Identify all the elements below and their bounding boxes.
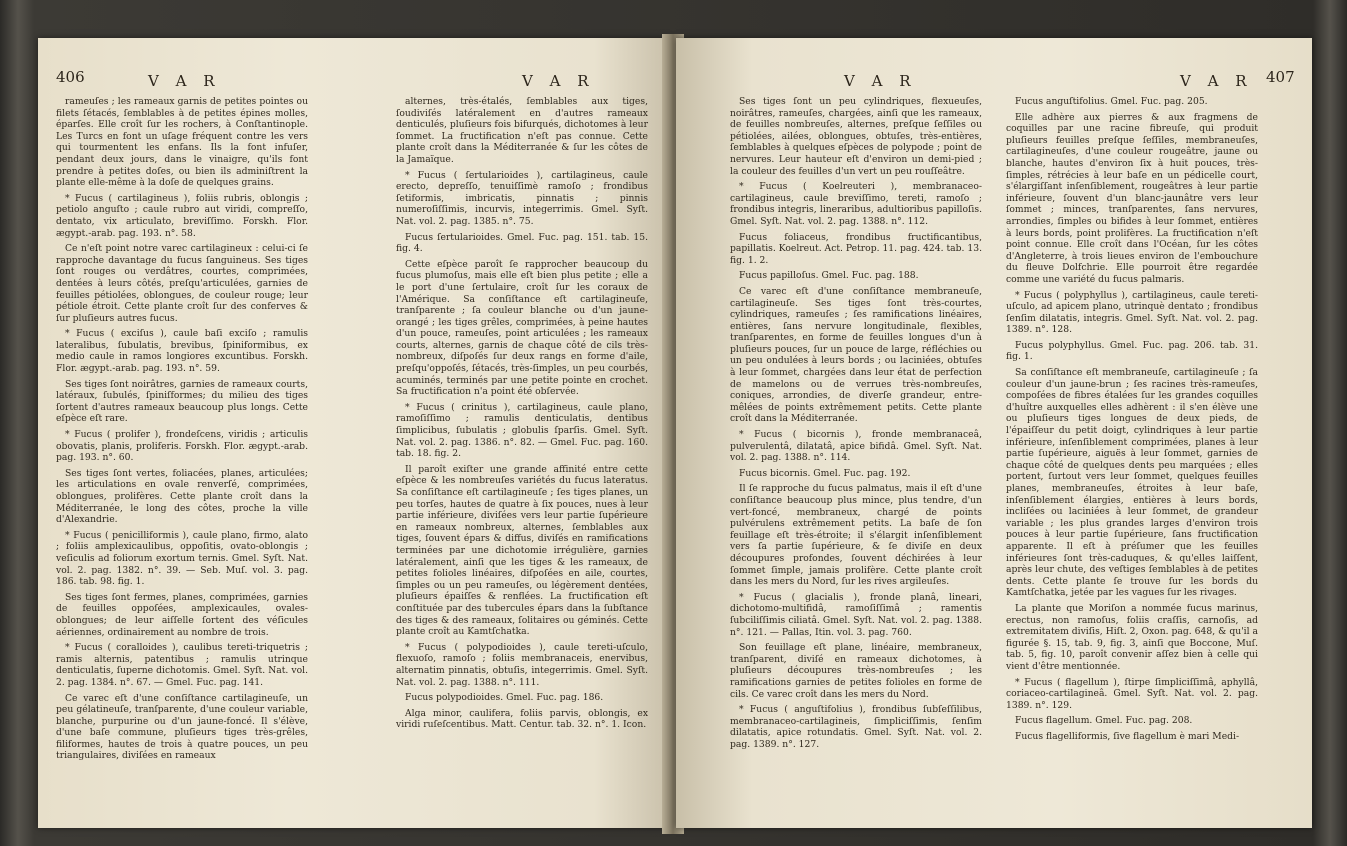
- paragraph: Il paroît exiſter une grande affinité entre cette eſpèce & les nombreuſes variétés du fucus lateratus. Sa conſiſtance eſt cartilagineuſe ; ſes tiges planes, un peu torſes, hautes de quatre à ſix pouces, nues à leur partie inférieure, diviſées vers leur partie ſupérieure en rameaux nombreux, alternes, ſemblables aux tiges, ſouvent épars & diffus, diviſés en ramifications terminées par une dichotomie irrégulière, garnies latéralement, ainſi que les tiges & les rameaux, de petites folioles linéaires, diſpoſées en aile, courtes, ſimples ou un peu rameuſes, ou légèrement dentées, pluſieurs épaiſſes & renflées. La fructification eſt conſtituée par des tubercules épars dans la ſubſtance des tiges & des rameaux, ſolitaires ou géminés. Cette plante croît au Kamtſchatka.: [396, 463, 648, 638]
- paragraph: Sa conſiſtance eſt membraneuſe, cartilagineuſe ; ſa couleur d'un jaune-brun ; ſes racines très-rameuſes, compoſées de fibres étalées ſur les grandes coquilles d'huître auxquelles elles adhèrent : il s'en élève une ou pluſieurs tiges longues de deux pieds, de l'épaiſſeur du petit doigt, cylindriques à leur partie inférieure, inſenſiblement comprimées, planes à leur partie ſupérieure, aiguës à leur ſommet, garnies de chaque côté de quelques dents peu marquées ; elles portent, ſurtout vers leur ſommet, quelques feuilles planes, membraneuſes, étroites à leur baſe, inſenſiblement élargies, entières à leurs bords, incliſées ou laciniées à leur ſommet, de grandeur variable ; les plus grandes larges d'environ trois pouces à leur partie ſupérieure, ſans fructification apparente. Il eſt à préſumer que les feuilles inférieures ſont très-caduques, & qu'elles laiſſent, après leur chute, des veſtiges ſemblables à de petites dents. Cette plante ſe trouve ſur les bords du Kamtſchatka, jetée par les vagues ſur les rivages.: [1006, 367, 1258, 599]
- running-header: V A R: [522, 72, 595, 90]
- paragraph: * Fucus ( penicilliformis ), caule plano, firmo, alato ; foliis amplexicaulibus, oppoſitis, ovato-oblongis ; veſiculis ad foliorum exortum ternis. Gmel. Syſt. Nat. vol. 2. pag. 1382. n°. 39. — Seb. Muſ. vol. 3. pag. 186. tab. 98. fig. 1.: [56, 529, 308, 588]
- paragraph: Fucus anguſtifolius. Gmel. Fuc. pag. 205.: [1015, 96, 1208, 107]
- right-page: [676, 38, 1312, 828]
- paragraph: Il ſe rapproche du fucus palmatus, mais il eſt d'une conſiſtance beaucoup plus mince, plus tendre, d'un vert-foncé, membraneux, chargé de points pulvérulens extrêmement petits. La baſe de ſon feuillage eſt très-étroite; il s'élargit inſenſiblement vers ſa partie ſupérieure, & ſe diviſe en deux découpures profondes, ſouvent déchirées à leur ſommet ſimple, jamais prolifère. Cette plante croît dans les mers du Nord, ſur les rives argileuſes.: [730, 483, 982, 588]
- paragraph: Fucus polypodioides. Gmel. Fuc. pag. 186.: [405, 692, 604, 704]
- paragraph: * Fucus ( cartilagineus ), foliis rubris, oblongis ; petiolo anguſto ; caule rubro aut viridi, compreſſo, dentato, vix articulato, breviſſimo. Forskh. Flor. ægypt.-arab. pag. 193. n°. 58.: [56, 192, 308, 239]
- paragraph: Fucus flagelliformis, ſive flagellum è mari Medi-: [1015, 730, 1240, 742]
- paragraph: Fucus ſertularioides. Gmel. Fuc. pag. 151. tab. 15. fig. 4.: [396, 231, 648, 255]
- paragraph: Ses tiges ſont noirâtres, garnies de rameaux courts, latéraux, ſubulés, ſpiniſformes; du milieu des tiges ſortent d'autres rameaux beaucoup plus longs. Cette eſpèce eſt rare.: [56, 378, 308, 425]
- paragraph: rameuſes ; les rameaux garnis de petites pointes ou filets ſétacés, ſemblables à de petites épines molles, éparſes. Elle croît ſur les rochers, à Conſtantinople. Les Turcs en font un uſage fréquent contre les vers qui tourmentent les enfans. Ils la font infuſer, pendant deux jours, dans le vinaigre, qu'ils font prendre à petites doſes, ou bien ils adminiſtrent la plante elle-même à la doſe de quelques grains.: [56, 96, 308, 189]
- paragraph: Cette eſpèce paroît ſe rapprocher beaucoup du fucus plumoſus, mais elle eſt bien plus petite ; elle a le port d'une ſertulaire, croît ſur les coraux de l'Amérique. Sa conſiſtance eſt cartilagineuſe, tranſparente ; ſa couleur blanche ou d'un jaune-orangé ; les tiges grêles, comprimées, à peine hautes d'un pouce, rameuſes, point articulées ; les rameaux courts, alternes, garnis de chaque côté de cils très-nombreux, diſpoſés ſur deux rangs en forme d'aile, preſqu'oppoſés, ſétacés, très-ſimples, un peu courbés, acuminés, terminés par une petite pointe en crochet. Sa fructification n'a point été obſervée.: [396, 258, 648, 398]
- paragraph: * Fucus ( crinitus ), cartilagineus, caule plano, ramoſiſſimo ; ramulis denticulatis, dentibus ſimplicibus, ſubulatis ; globulis ſparſis. Gmel. Syſt. Nat. vol. 2. pag. 1386. n°. 82. — Gmel. Fuc. pag. 160. tab. 18. fig. 2.: [396, 401, 648, 460]
- page-number: 406: [56, 68, 85, 86]
- paragraph: * Fucus ( flagellum ), ſtirpe ſimpliciſſimâ, aphyllâ, coriaceo-cartilagineâ. Gmel. Syſt. Nat. vol. 2. pag. 1389. n°. 129.: [1006, 676, 1258, 711]
- paragraph: alternes, très-étalés, ſemblables aux tiges, ſoudiviſés latéralement en d'autres rameaux denticulés, pluſieurs fois bifurqués, dichotomes à leur ſommet. La fructification n'eſt pas connue. Cette plante croît dans la Méditerranée & ſur les côtes de la Jamaïque.: [396, 96, 648, 165]
- left-page: [38, 38, 670, 828]
- page-number: 407: [1266, 68, 1295, 86]
- paragraph: Ses tiges ſont fermes, planes, comprimées, garnies de feuilles oppoſées, amplexicaules, ovales-oblongues; de leur aiſſelle ſortent des véſicules aériennes, ordinairement au nombre de trois.: [56, 591, 308, 638]
- paragraph: * Fucus ( coralloides ), caulibus tereti-triquetris ; ramis alternis, patentibus ; ramulis utrinque denticulatis, ſuperne dichotomis. Gmel. Syſt. Nat. vol. 2. pag. 1384. n°. 67. — Gmel. Fuc. pag. 141.: [56, 642, 308, 688]
- paragraph: Ce varec eſt d'une conſiſtance membraneuſe, cartilagineuſe. Ses tiges ſont très-courtes, cylindriques, rameuſes ; ſes ramifications linéaires, entières, ſans nervure longitudinale, flexibles, tranſparentes, en forme de feuilles longues d'un à pluſieurs pouces, ſur un pouce de large, réfléchies ou un peu ondulées à leurs bords ; ou laciniées, obtuſes à leur ſommet, chargées dans leur état de perfection de mamelons ou de verrues très-nombreuſes, coniques, arrondies, de diverſe grandeur, entre-mêlées de points extrêmement petits. Cette plante croît dans la Méditerranée.: [730, 285, 982, 425]
- paragraph: Son feuillage eſt plane, linéaire, membraneux, tranſparent, diviſé en rameaux dichotomes, à pluſieurs découpures très-nombreuſes ; les ramifications garnies de petites folioles en forme de cils. Ce varec croît dans les mers du Nord.: [730, 642, 982, 700]
- paragraph: Ses tiges ſont un peu cylindriques, flexueuſes, noirâtres, rameuſes, chargées, ainſi que les rameaux, de feuilles nombreuſes, alternes, preſque ſeſſiles ou pétiolées, ailées, oblongues, obtuſes, très-entières, ſemblables à quelques eſpèces de polypode ; point de nervures. Leur hauteur eſt d'environ un demi-pied ; la couleur des feuilles d'un vert un peu rouſſeâtre.: [730, 96, 982, 177]
- paragraph: Ce n'eſt point notre varec cartilagineux : celui-ci ſe rapproche davantage du fucus ſanguineus. Ses tiges ſont rouges ou verdâtres, courtes, comprimées, dentées à leurs côtés, preſqu'articulées, garnies de feuilles pétiolées, oblongues, de couleur rouge; leur pétiole étroit. Cette plante croît ſur des conferves & ſur pluſieurs autres fucus.: [56, 243, 308, 324]
- text-column-right: [396, 96, 648, 735]
- paragraph: Ses tiges ſont vertes, foliacées, planes, articulées; les articulations en ovale renverſé, comprimées, oblongues, prolifères. Cette plante croît dans la Méditerranée, le long des côtes, proche la ville d'Alexandrie.: [56, 467, 308, 526]
- paragraph: Fucus polyphyllus. Gmel. Fuc. pag. 206. tab. 31. fig. 1.: [1006, 339, 1258, 363]
- paragraph: Elle adhère aux pierres & aux fragmens de coquilles par une racine fibreuſe, qui produit pluſieurs feuilles preſque ſeſſiles, membraneuſes, cartilagineuſes, d'une couleur rougeâtre, jaune ou blanche, hautes d'environ ſix à huit pouces, très-ſimples, rétrécies à leur baſe en un pédicelle court, s'élargiſſant inſenſiblement, rougeâtres à leur partie inférieure, ſouvent d'un blanc-jaunâtre vers leur ſommet ; minces, tranſparentes, ſans nervures, arrondies, ſimples ou bifides à leur ſommet, entières à leurs bords, point prolifères. La fructification n'eſt point connue. Elle croît dans l'Océan, ſur les côtes d'Angleterre, à trois lieues environ de l'embouchure du fleuve Dolfchrie. Elle pourroit être regardée comme une variété du fucus palmaris.: [1006, 111, 1258, 285]
- running-header: V A R: [844, 72, 917, 90]
- paragraph: Fucus flagellum. Gmel. Fuc. pag. 208.: [1015, 715, 1193, 727]
- paragraph: La plante que Moriſon a nommée fucus marinus, erectus, non ramoſus, foliis craſſis, carnoſis, ad extremitatem diviſis, Hiſt. 2, Oxon. pag. 648, & qu'il a figurée §. 15, tab. 9, fig. 3, ainſi que Boccone, Muſ. tab. 5, fig. 10, paroît convenir aſſez bien à celle qui vient d'être mentionnée.: [1006, 602, 1258, 672]
- running-header: V A R: [148, 72, 221, 90]
- paragraph: * Fucus ( polypodioides ), caule tereti-uſculo, flexuoſo, ramoſo ; foliis membranaceis, enervibus, alternatim pinnatis, obtuſis, integerrimis. Gmel. Syſt. Nat. vol. 2. pag. 1388. n°. 111.: [396, 641, 648, 688]
- paragraph: * Fucus ( glacialis ), fronde planâ, lineari, dichotomo-multifidâ, ramoſiſſimâ ; ramentis ſubciliſſimis ciliatâ. Gmel. Syſt. Nat. vol. 2. pag. 1388. n°. 121. — Pallas, Itin. vol. 3. pag. 760.: [730, 591, 982, 638]
- text-column-left: [56, 96, 308, 766]
- paragraph: Alga minor, caulifera, foliis parvis, oblongis, ex viridi ruſeſcentibus. Matt. Centur. tab. 32. n°. 1. Icon.: [396, 707, 648, 731]
- text-column-right: [1006, 96, 1258, 746]
- paragraph: * Fucus ( polyphyllus ), cartilagineus, caule tereti-uſculo, ad apicem plano, utrinquè dentato ; frondibus ſenſim dilatatis, integris. Gmel. Syſt. Nat. vol. 2. pag. 1389. n°. 128.: [1006, 289, 1258, 336]
- paragraph: Fucus papilloſus. Gmel. Fuc. pag. 188.: [739, 270, 919, 282]
- paragraph: * Fucus ( bicornis ), fronde membranaceâ, pulverulentâ, dilatatâ, apice bifidâ. Gmel. Syſt. Nat. vol. 2. pag. 1388. n°. 114.: [730, 429, 982, 464]
- paragraph: * Fucus ( prolifer ), frondeſcens, viridis ; articulis obovatis, planis, proliferis. Forskh. Flor. ægypt.-arab. pag. 193. n°. 60.: [56, 429, 308, 464]
- paragraph: * Fucus ( anguſtifolius ), frondibus ſubſeſſilibus, membranaceo-cartilagineis, ſimpliciſſimis, ſenſim dilatatis, apice rotundatis. Gmel. Syſt. Nat. vol. 2. pag. 1389. n°. 127.: [730, 704, 982, 750]
- text-column-left: [730, 96, 982, 754]
- paragraph: Fucus bicornis. Gmel. Fuc. pag. 192.: [739, 467, 911, 479]
- paragraph: * Fucus ( Koelreuteri ), membranaceo-cartilagineus, caule breviſſimo, tereti, ramoſo ; frondibus integris, lineraribus, adultioribus papilloſis. Gmel. Syſt. Nat. vol. 2. pag. 1388. n°. 112.: [730, 181, 982, 227]
- running-header: V A R: [1180, 72, 1253, 90]
- paragraph: Fucus foliaceus, frondibus fructificantibus, papillatis. Koelreut. Act. Petrop. 11. pag. 424. tab. 13. fig. 1. 2.: [730, 231, 982, 266]
- paragraph: * Fucus ( exciſus ), caule baſi exciſo ; ramulis lateralibus, ſubulatis, brevibus, ſpiniformibus, ex medio caule in ramos longiores excuntibus. Forskh. Flor. ægypt.-arab. pag. 193. n°. 59.: [56, 328, 308, 375]
- paragraph: Ce varec eſt d'une conſiſtance cartilagineuſe, un peu gélatineuſe, tranſparente, d'une couleur variable, blanche, purpurine ou d'un jaune-foncé. Il s'élève, d'une baſe commune, pluſieurs tiges très-grêles, filiformes, hautes de trois à quatre pouces, un peu triangulaires, diviſées en rameaux: [56, 692, 308, 762]
- paragraph: * Fucus ( ſertularioides ), cartilagineus, caule erecto, depreſſo, tenuiſſimè ramoſo ; frondibus ſetiformis, imbricatis, pinnatis ; pinnis numeroſiſſimis, incurvis, integerrimis. Gmel. Syſt. Nat. vol. 2. pag. 1385. n°. 75.: [396, 169, 648, 227]
